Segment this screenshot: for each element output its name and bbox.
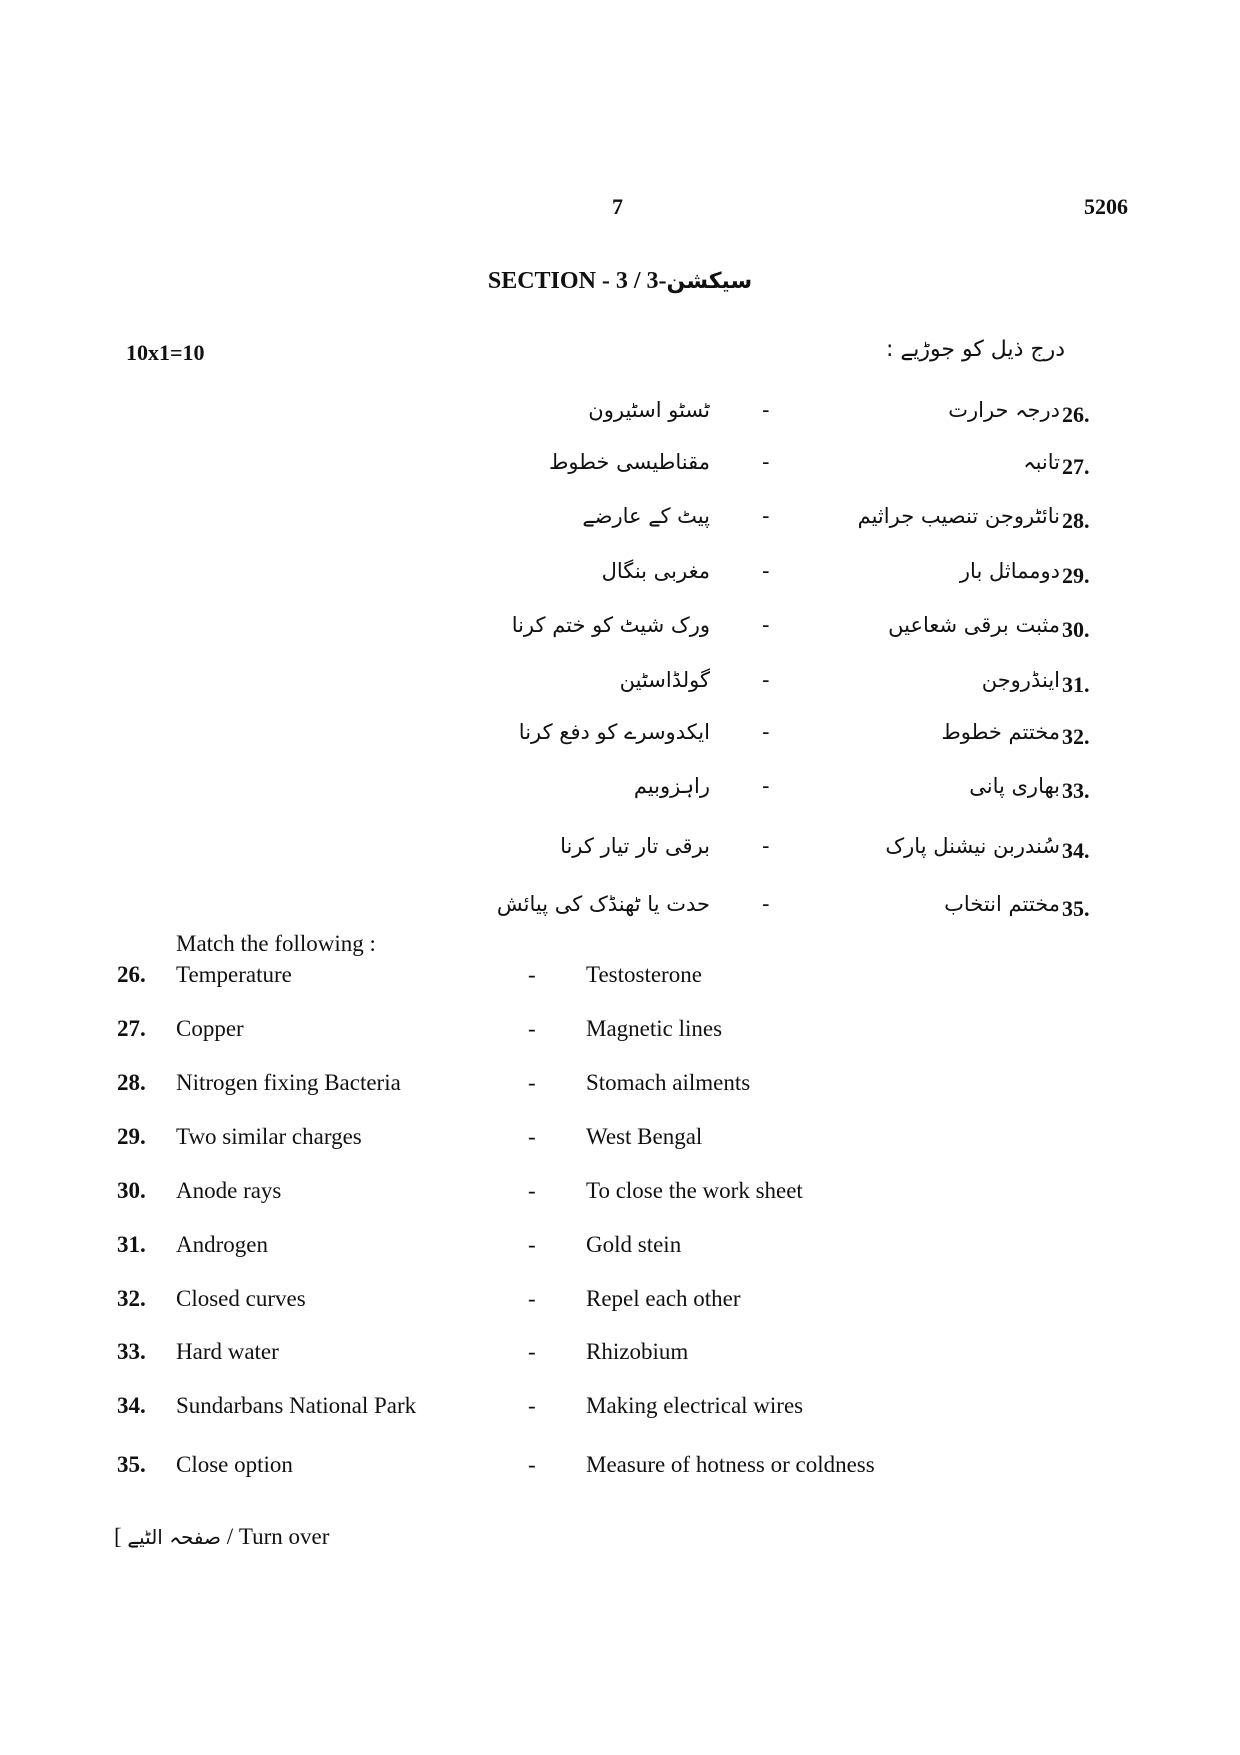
urdu-item-match: ٹسٹو اسٹیرون: [588, 398, 710, 422]
english-item-dash: -: [528, 1178, 536, 1203]
urdu-item-number: 27.: [1062, 454, 1090, 479]
urdu-item: [0, 888, 1240, 928]
urdu-item-number: 30.: [1062, 617, 1090, 642]
urdu-item-number: 33.: [1062, 778, 1090, 803]
english-item-term: Anode rays: [176, 1178, 282, 1203]
english-item-term: Hard water: [176, 1339, 279, 1364]
english-item-term: Temperature: [176, 962, 292, 987]
urdu-item-dash: -: [762, 892, 770, 916]
english-item-dash: -: [528, 1286, 536, 1311]
urdu-item: [0, 446, 1240, 486]
english-item-number: 32.: [117, 1286, 146, 1311]
urdu-item: [0, 394, 1240, 434]
english-item: [0, 962, 1240, 998]
english-item-dash: -: [528, 1070, 536, 1095]
english-item: [0, 1070, 1240, 1106]
urdu-item: [0, 830, 1240, 870]
english-item: [0, 1016, 1240, 1052]
urdu-item-dash: -: [762, 834, 770, 858]
english-item-match: To close the work sheet: [586, 1178, 803, 1203]
urdu-item-match: مغربی بنگال: [601, 559, 710, 583]
urdu-item-term: مختتم خطوط: [941, 720, 1060, 744]
urdu-item-match: راہزوبیم: [633, 774, 710, 798]
urdu-item-dash: -: [762, 450, 770, 474]
section-title: [0, 268, 1240, 295]
urdu-item-number: 31.: [1062, 672, 1090, 697]
english-item-dash: -: [528, 1124, 536, 1149]
urdu-item-dash: -: [762, 613, 770, 637]
urdu-item-term: سُندربن نیشنل پارک: [885, 834, 1060, 858]
english-item-number: 28.: [117, 1070, 146, 1095]
english-item-match: Gold stein: [586, 1232, 682, 1257]
paper-code: 5206: [1084, 194, 1128, 219]
urdu-item-dash: -: [762, 504, 770, 528]
urdu-item-number: 32.: [1062, 724, 1090, 749]
english-item-dash: -: [528, 1016, 536, 1041]
urdu-item-match: مقناطیسی خطوط: [548, 450, 710, 474]
english-item: [0, 1339, 1240, 1375]
urdu-item: [0, 770, 1240, 810]
footer-bracket: [: [114, 1524, 122, 1549]
footer-urdu: صفحہ الٹیے: [127, 1525, 221, 1549]
english-item-number: 33.: [117, 1339, 146, 1364]
english-item-number: 29.: [117, 1124, 146, 1149]
urdu-item-term: بھاری پانی: [969, 774, 1060, 798]
urdu-item: [0, 609, 1240, 649]
english-item-number: 27.: [117, 1016, 146, 1041]
english-item-match: Stomach ailments: [586, 1070, 751, 1095]
english-item: [0, 1286, 1240, 1322]
section-title-english: SECTION - 3 / 3-: [487, 268, 667, 294]
urdu-item-match: حدت یا ٹھنڈک کی پیائش: [496, 892, 710, 916]
english-item-term: Nitrogen fixing Bacteria: [176, 1070, 401, 1095]
english-item-match: Rhizobium: [586, 1339, 689, 1364]
urdu-item: [0, 664, 1240, 704]
urdu-item-number: 35.: [1062, 896, 1090, 921]
urdu-item: [0, 500, 1240, 540]
page-number: 7: [612, 194, 623, 219]
urdu-item-match: گولڈاسٹین: [619, 668, 710, 692]
urdu-item-dash: -: [762, 774, 770, 798]
english-item-match: Making electrical wires: [586, 1393, 804, 1418]
urdu-item: [0, 716, 1240, 756]
english-item-term: Copper: [176, 1016, 244, 1041]
english-item-term: Closed curves: [176, 1286, 306, 1311]
english-item-dash: -: [528, 1393, 536, 1418]
footer-separator: /: [220, 1524, 239, 1549]
urdu-instruction: درج ذیل کو جوڑیے :: [885, 337, 1065, 362]
english-item-number: 26.: [117, 962, 146, 987]
urdu-item-match: پیٹ کے عارضے: [582, 504, 710, 528]
english-item-term: Sundarbans National Park: [176, 1393, 417, 1418]
english-item-dash: -: [528, 1452, 536, 1477]
urdu-item-number: 28.: [1062, 508, 1090, 533]
urdu-item-term: مثبت برقی شعاعیں: [888, 613, 1060, 637]
english-item-term: Two similar charges: [176, 1124, 362, 1149]
urdu-item-match: برقی تار تیار کرنا: [560, 834, 710, 858]
english-item-term: Close option: [176, 1452, 293, 1477]
english-item-dash: -: [528, 962, 536, 987]
match-heading: Match the following :: [176, 931, 376, 956]
urdu-item-match: ایکدوسرے کو دفع کرنا: [518, 720, 710, 744]
english-item-dash: -: [528, 1232, 536, 1257]
urdu-item-term: نائٹروجن تنصیب جراثیم: [857, 504, 1060, 528]
urdu-item-dash: -: [762, 398, 770, 422]
turn-over-note: [114, 1524, 329, 1550]
english-item-number: 35.: [117, 1452, 146, 1477]
english-item: [0, 1178, 1240, 1214]
urdu-item-term: اینڈروجن: [981, 668, 1060, 692]
urdu-item-term: دومماثل بار: [959, 559, 1060, 583]
urdu-item: [0, 555, 1240, 595]
english-item-dash: -: [528, 1339, 536, 1364]
english-item-number: 34.: [117, 1393, 146, 1418]
english-item: [0, 1232, 1240, 1268]
urdu-item-dash: -: [762, 720, 770, 744]
english-item-number: 30.: [117, 1178, 146, 1203]
english-item: [0, 1124, 1240, 1160]
urdu-item-term: مختتم انتخاب: [944, 892, 1060, 916]
urdu-item-term: تانبہ: [1023, 450, 1060, 474]
marks-label: 10x1=10: [126, 340, 205, 365]
urdu-item-number: 26.: [1062, 402, 1090, 427]
urdu-item-term: درجہ حرارت: [948, 398, 1060, 422]
english-item-number: 31.: [117, 1232, 146, 1257]
footer-english: Turn over: [238, 1524, 330, 1549]
english-item-match: Measure of hotness or coldness: [586, 1452, 875, 1477]
urdu-item-match: ورک شیٹ کو ختم کرنا: [511, 613, 710, 637]
urdu-item-number: 29.: [1062, 563, 1090, 588]
english-item: [0, 1452, 1240, 1488]
urdu-item-dash: -: [762, 559, 770, 583]
english-item-match: Testosterone: [586, 962, 702, 987]
urdu-item-number: 34.: [1062, 838, 1090, 863]
urdu-item-dash: -: [762, 668, 770, 692]
english-item: [0, 1393, 1240, 1429]
english-item-match: Repel each other: [586, 1286, 741, 1311]
section-title-urdu: سیکشن: [666, 269, 753, 294]
english-item-term: Androgen: [176, 1232, 268, 1257]
english-item-match: West Bengal: [586, 1124, 703, 1149]
english-item-match: Magnetic lines: [586, 1016, 723, 1041]
